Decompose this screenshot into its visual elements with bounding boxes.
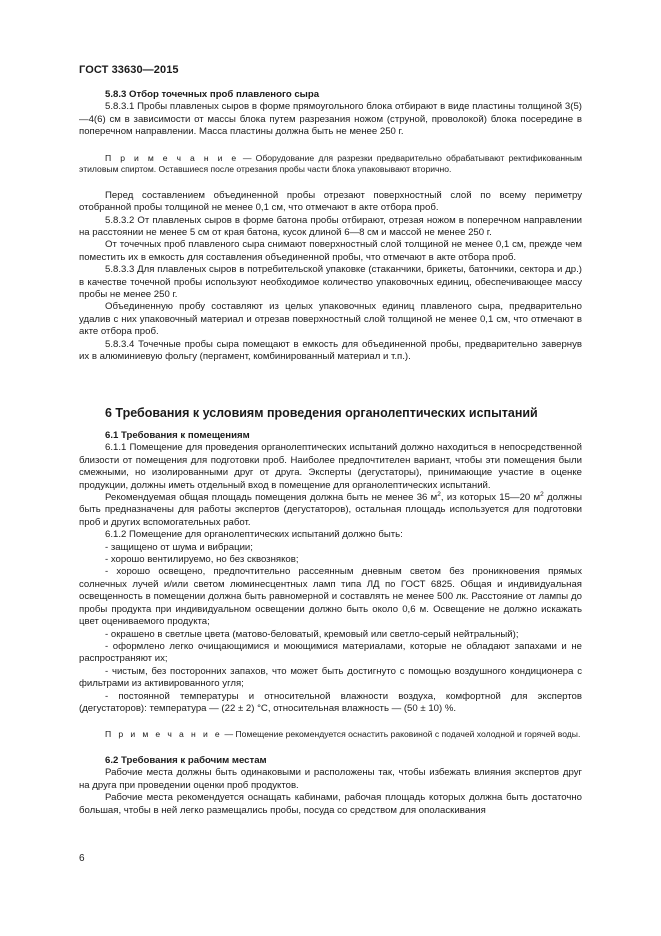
section-title-6-1: 6.1 Требования к помещениям: [105, 430, 250, 441]
note-text: — Помещение рекомендуется оснастить раковиной с подачей холодной и горячей воды.: [222, 729, 581, 740]
note-5-8-3: [79, 153, 582, 176]
paragraph-5-8-3-3: 5.8.3.3 Для плавленых сыров в потребительской упаковке (стаканчики, брикеты, батончики, сектора и др.) в качестве точечной пробы используют необходимое количество упаковочных единиц, обеспечивающее массу пробы не менее 250 г.: [79, 264, 582, 301]
list-item: - окрашено в светлые цвета (матово-беловатый, кремовый или светло-серый нейтральный);: [105, 628, 519, 640]
section-6: [79, 405, 582, 817]
area-text-c: должны быть предназначены для работы экспертов (дегустаторов), остальная площадь используется для подготовки проб и других вспомогательных работ.: [79, 492, 582, 528]
page-number: 6: [79, 853, 85, 864]
list-item: - хорошо вентилируемо, но без сквозняков;: [105, 554, 299, 566]
paragraph-6-1-2: 6.1.2 Помещение для органолептических испытаний должно быть:: [105, 529, 403, 541]
note-label: П р и м е ч а н и е: [105, 729, 223, 740]
paragraph-6-2-a: Рабочие места должны быть одинаковыми и расположены так, чтобы избежать влияния экспертов друг на друга при проведении оценки проб продуктов.: [79, 767, 582, 791]
section-title-6: 6 Требования к условиям проведения органолептических испытаний: [105, 406, 538, 420]
paragraph-6-2-b: Рабочие места рекомендуется оснащать кабинами, рабочая площадь которых должна быть достаточно большая, чтобы в ней легко размещались пробы, посуда со средством для ополаскивания: [79, 792, 582, 816]
paragraph-5-8-3-4: 5.8.3.4 Точечные пробы сыра помещают в емкость для объединенной пробы, предварительно завернув их в алюминиевую фольгу (пергамент, комбинированный материал и т.п.).: [79, 338, 582, 363]
paragraph-perimeter: Перед составлением объединенной пробы отрезают поверхностный слой по всему периметру отобранной пробы толщиной не менее 0,1 см, что отмечают в акте отбора проб.: [79, 189, 582, 214]
section-5-8-3: [79, 89, 582, 364]
area-text-a: Рекомендуемая общая площадь помещения должна быть не менее 36 м: [105, 492, 438, 504]
note-text: — Оборудование для разрезки предварительно обрабатывают ректификованным этиловым спиртом. Оставшиеся после отрезания пробы части блока упаковывают вторично.: [79, 152, 582, 175]
list-item: - хорошо освещено, предпочтительно рассеянным дневным светом без проникновения прямых солнечных лучей и/или светом люминесцентных ламп типа ЛД по ГОСТ 6825. Общая и индивидуальная освещенность в помещении должна быть равномерной и составлять не менее 500 лк. Расстояние от лампы до пробы продукта при индивидуальном освещении должно быть около 0,6 м. Освещение не должно искажать цвет оцениваемого продукта;: [79, 566, 582, 628]
list-item: - чистым, без посторонних запахов, что может быть достигнуто с помощью воздушного кондиционера с фильтрами из активированного угля;: [79, 665, 582, 690]
list-item: - защищено от шума и вибрации;: [105, 541, 253, 553]
paragraph-5-8-3-2: 5.8.3.2 От плавленых сыров в форме батона пробы отбирают, отрезая ножом в поперечном направлении на расстоянии не менее 5 см от края батона, кусок длиной 6—8 см и массой не менее 250 г.: [79, 214, 582, 239]
list-item: - постоянной температуры и относительной влажности воздуха, комфортной для экспертов (дегустаторов): температура — (22 ± 2) °С, относительная влажность — (50 ± 10) %.: [79, 690, 582, 714]
paragraph-surface-layer: От точечных проб плавленого сыра снимают поверхностный слой толщиной не менее 0,1 см, прежде чем поместить их в емкость для составления объединенной пробы, что отмечают в акте отбора проб.: [79, 239, 582, 263]
area-unit-sup: 2: [540, 490, 544, 498]
section-title-6-2: 6.2 Требования к рабочим местам: [105, 754, 267, 766]
paragraph-6-1-1: 6.1.1 Помещение для проведения органолептических испытаний должно находиться в непосредственной близости от помещения для подготовки проб. Наиболее предпочтителен вариант, чтобы эти помещения были смежными, но изолированными друг от друга. Эксперты (дегустаторы), принимающие участие в оценке продукции, должны иметь отдельный вход в помещение для органолептических испытаний.: [79, 442, 582, 491]
document-code: ГОСТ 33630—2015: [79, 64, 179, 76]
paragraph-5-8-3-1: 5.8.3.1 Пробы плавленых сыров в форме прямоугольного блока отбирают в виде пластины толщиной 3(5)—4(6) см в зависимости от массы блока путем разрезания ножом (струной, проволокой) блока посередине в поперечном направлении. Масса пластины должна быть не менее 250 г.: [79, 101, 582, 138]
paragraph-combined-sample: Объединенную пробу составляют из целых упаковочных единиц плавленого сыра, предварительно удалив с них упаковочный материал и отрезав поверхностный слой толщиной не менее 0,1 см, что отмечают в акте отбора проб.: [79, 301, 582, 338]
note-6-1: [79, 729, 582, 741]
list-item: - оформлено легко очищающимися и моющимися материалами, которые не обладают запахами и не распространяют их;: [79, 640, 582, 665]
note-label: П р и м е ч а н и е: [105, 152, 239, 163]
area-unit-sup: 2: [437, 490, 441, 498]
section-title-5-8-3: 5.8.3 Отбор точечных проб плавленого сыра: [105, 89, 320, 100]
area-text-b: , из которых 15—20 м: [440, 492, 541, 504]
paragraph-area: [79, 492, 582, 529]
